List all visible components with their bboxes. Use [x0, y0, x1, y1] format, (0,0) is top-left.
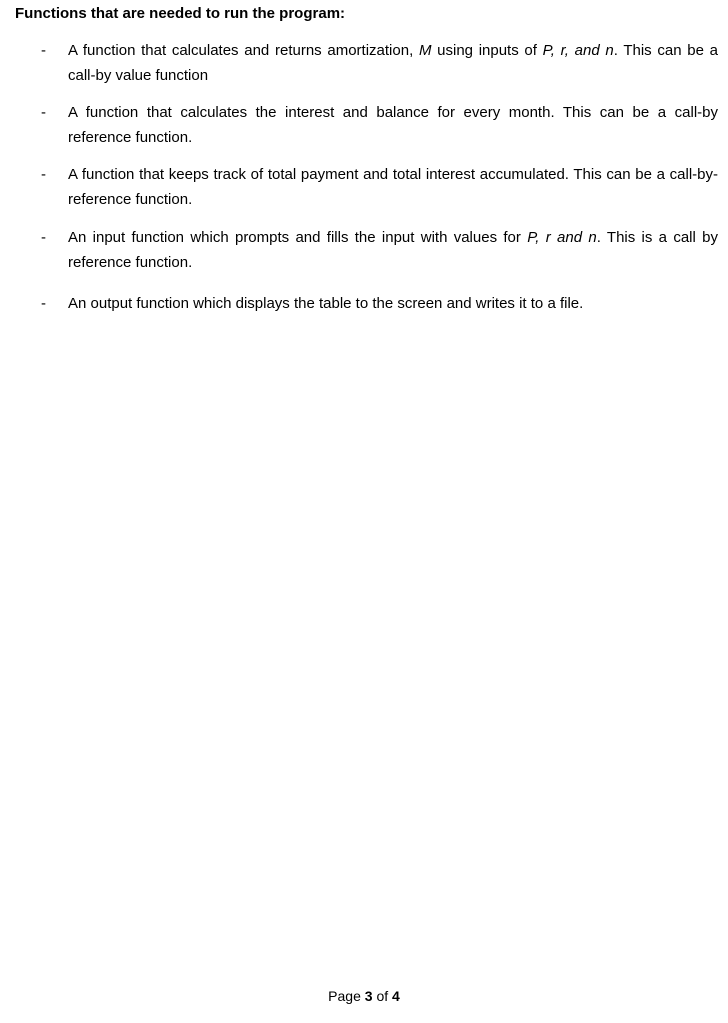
bullet-dash: -: [41, 295, 46, 312]
list-item: [0, 225, 728, 275]
text-segment: A function that calculates and returns amortization,: [68, 42, 419, 59]
list-item: [0, 291, 728, 317]
page-of-label: of: [372, 988, 393, 1004]
text-segment: An output function which displays the table to the screen and writes it to a file.: [68, 295, 584, 312]
list-item-text: [68, 162, 718, 212]
page-label: Page: [328, 988, 365, 1004]
bullet-dash: -: [41, 42, 46, 59]
page-footer: [0, 986, 728, 1006]
text-segment: A function that keeps track of total payment and total interest accumulated. This can be a call-by-reference function.: [68, 166, 718, 208]
list-item: [0, 100, 728, 150]
text-segment: using inputs of: [431, 42, 543, 59]
list-item-text: [68, 38, 718, 88]
variable-text: M: [418, 42, 432, 59]
bullet-dash: -: [41, 104, 46, 121]
list-item-text: [68, 100, 718, 150]
total-pages-number: 4: [392, 988, 400, 1004]
current-page-number: 3: [364, 988, 373, 1004]
list-item: [0, 38, 728, 88]
text-segment: . This can be a call-by value function: [68, 42, 718, 84]
list-item-text: [68, 291, 718, 316]
variable-text: P, r, and n: [542, 42, 614, 59]
text-segment: . This is a call by reference function.: [68, 229, 718, 271]
list-item: [0, 162, 728, 212]
text-segment: A function that calculates the interest and balance for every month. This can be a call-by reference function.: [68, 104, 718, 146]
variable-text: P, r and n: [527, 229, 597, 246]
text-segment: An input function which prompts and fills the input with values for: [68, 229, 528, 246]
list-item-text: [68, 225, 718, 275]
bullet-dash: -: [41, 166, 46, 183]
page-heading: Functions that are needed to run the program:: [15, 5, 346, 22]
bullet-dash: -: [41, 229, 46, 246]
